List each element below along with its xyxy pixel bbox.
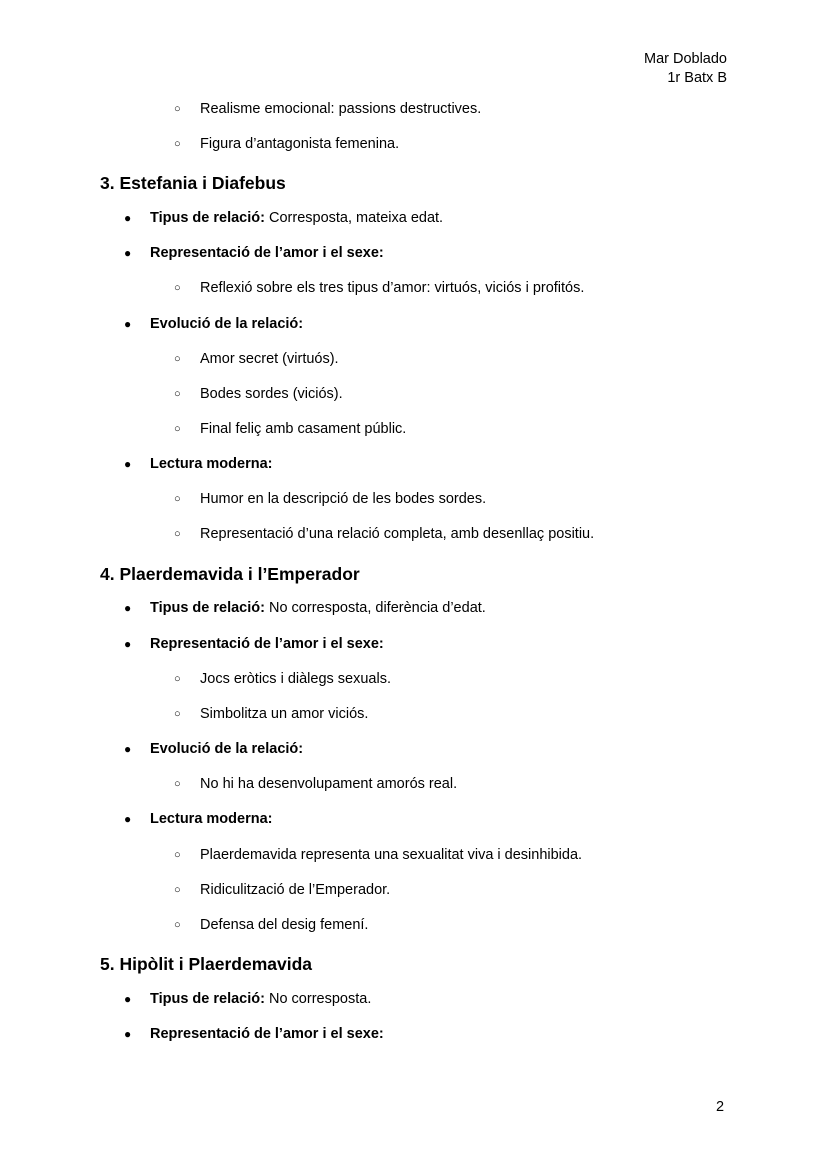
bullet-icon: ● [124,742,132,756]
circle-bullet-icon: ○ [174,388,181,400]
circle-bullet-icon: ○ [174,493,181,505]
circle-bullet-icon: ○ [174,353,181,365]
bullet-icon: ● [124,457,132,471]
section-heading: 4. Plaerdemavida i l’Emperador [100,564,360,584]
circle-bullet-icon: ○ [174,673,181,685]
page-number: 2 [716,1099,725,1115]
author-class: 1r Batx B [667,70,727,86]
bullet-icon: ● [124,246,132,260]
circle-bullet-icon: ○ [174,423,181,435]
section-heading: 3. Estefania i Diafebus [100,173,286,193]
author-name: Mar Doblado [643,51,727,67]
circle-bullet-icon: ○ [174,884,181,896]
circle-bullet-icon: ○ [174,103,181,115]
circle-bullet-icon: ○ [174,528,181,540]
circle-bullet-icon: ○ [174,778,181,790]
circle-bullet-icon: ○ [174,919,181,931]
circle-bullet-icon: ○ [174,708,181,720]
circle-bullet-icon: ○ [174,138,181,150]
section-heading: 5. Hipòlit i Plaerdemavida [100,954,313,974]
bullet-icon: ● [124,992,132,1006]
circle-bullet-icon: ○ [174,282,181,294]
bullet-icon: ● [124,637,132,651]
bullet-icon: ● [124,317,132,331]
bullet-icon: ● [124,812,132,826]
bullet-icon: ● [124,211,132,225]
bullet-icon: ● [124,601,132,615]
bullet-icon: ● [124,1027,132,1041]
page-header [644,50,727,88]
circle-bullet-icon: ○ [174,849,181,861]
